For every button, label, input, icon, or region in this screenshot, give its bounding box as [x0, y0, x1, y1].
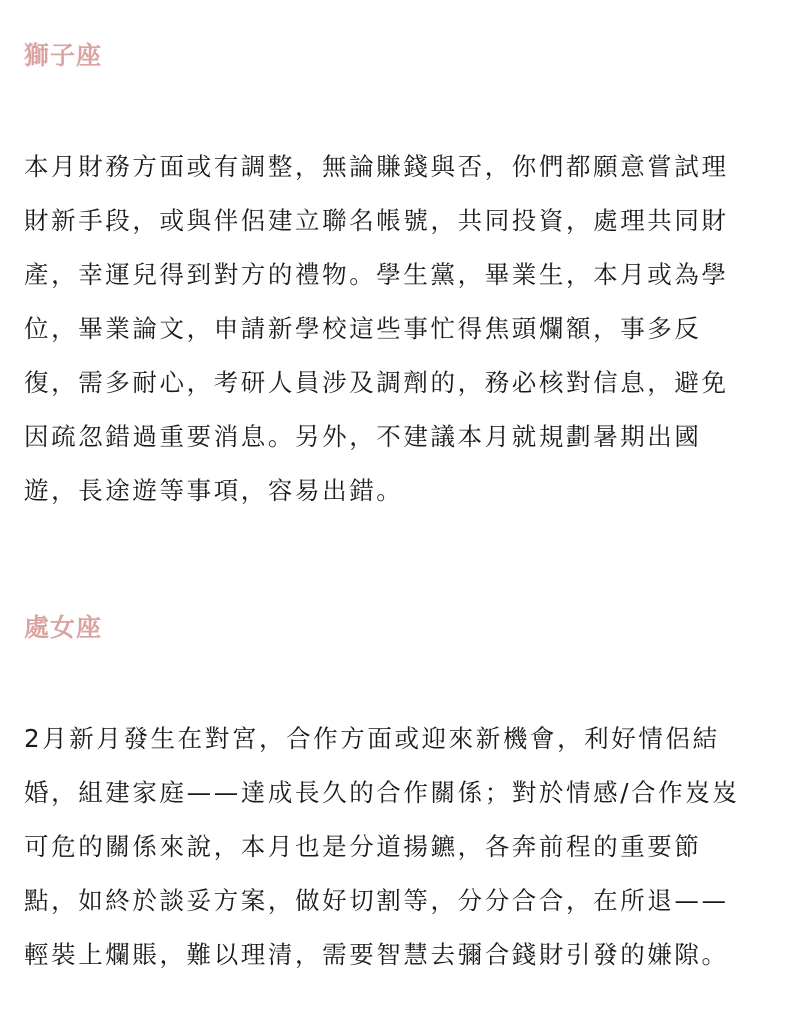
text-line: 輕裝上爛賬，難以理清，需要智慧去彌合錢財引發的嫌隙。 — [24, 940, 729, 969]
text-line: 2月新月發生在對宮，合作方面或迎來新機會，利好情侶結 — [24, 724, 720, 753]
text-line: 產，幸運兒得到對方的禮物。學生黨，畢業生，本月或為學 — [24, 260, 729, 289]
text-line: 婚，組建家庭——達成長久的合作關係；對於情感/合作岌岌 — [24, 778, 740, 807]
text-line: 位，畢業論文，申請新學校這些事忙得焦頭爛額，事多反 — [24, 314, 702, 343]
text-line: 復，需多耐心，考研人員涉及調劑的，務必核對信息，避免 — [24, 368, 729, 397]
text-line: 因疏忽錯過重要消息。另外，不建議本月就規劃暑期出國 — [24, 422, 702, 451]
text-line: 本月財務方面或有調整，無論賺錢與否，你們都願意嘗試理 — [24, 152, 729, 181]
section-body-virgo — [24, 712, 769, 982]
text-line: 財新手段，或與伴侶建立聯名帳號，共同投資，處理共同財 — [24, 206, 729, 235]
section-title-virgo: 處女座 — [24, 613, 103, 642]
section-title-leo: 獅子座 — [24, 41, 103, 70]
text-line: 點，如終於談妥方案，做好切割等，分分合合，在所退—— — [24, 886, 729, 915]
text-line: 可危的關係來說，本月也是分道揚鑣，各奔前程的重要節 — [24, 832, 702, 861]
section-body-leo — [24, 140, 769, 518]
text-line: 遊，長途遊等事項，容易出錯。 — [24, 476, 404, 505]
